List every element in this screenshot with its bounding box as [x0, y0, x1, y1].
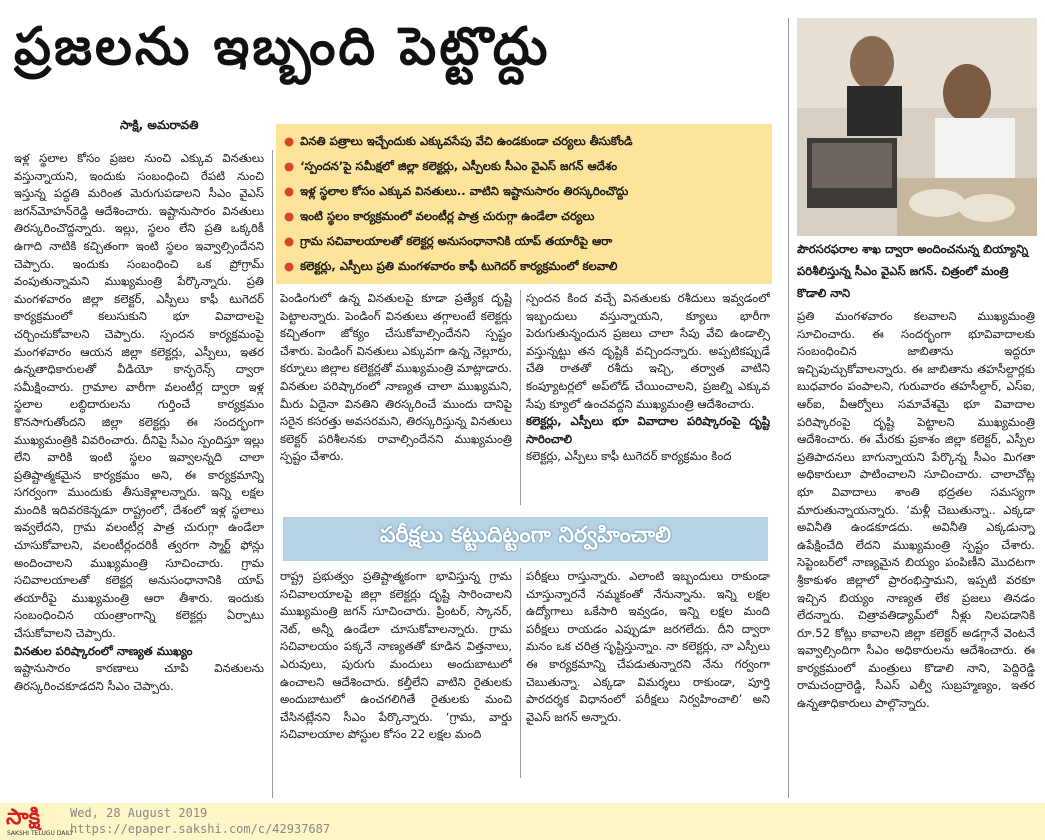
highlight-item: ● ‘స్పందన’పై సమీక్షలో జిల్లా కలెక్టర్లు, ఎస్పీలకు సీఎం వైఎస్ జగన్ ఆదేశం — [284, 159, 618, 173]
bullet-icon: ● — [284, 159, 295, 173]
paragraph: పెండింగులో ఉన్న వినతులపై కూడా ప్రత్యేక దృష్టి పెట్టాలన్నారు. పెండింగ్ వినతులు తగ్గాలంటే కలెక్టర్లు కచ్చితంగా జోక్యం చేసుకోవాల్సిందేనని స్పష్టం చేశారు. పెండింగ్ వినతులు ఎక్కువగా ఉన్న నెల్లూరు, కర్నూలు జిల్లాల కలెక్టర్లతో ముఖ్యమంత్రి మాట్లాడారు. వినతుల పరిష్కారంలో నాణ్యత చాలా ముఖ్యమని, మీరు ఏదైనా వినతిని తిరస్కరించే ముందు దానిపై సరైన కసరత్తు అవసరమని, తిరస్కరిస్తున్న వినతులు కలెక్టర్ పరిశీలనకు రావాల్సిందేనని ముఖ్యమంత్రి స్పష్టం చేశారు. — [280, 291, 512, 464]
article-column-3b — [526, 568, 770, 778]
paragraph: పరీక్షలు రాస్తున్నారు. ఎలాంటి ఇబ్బందులు రాకుండా చూస్తున్నారనే నమ్మకంతో నేనున్నాను. ఇన్ని లక్షల ఉద్యోగాలు ఒకేసారి ఇవ్వడం, ఇన్ని లక్షల మంది పరీక్షలు రాయడం ఎప్పుడూ జరగలేదు. దీని ద్వారా మనం ఒక చరిత్ర సృష్టిస్తున్నాం. నా కలెక్టర్లు, నా ఎస్పీలు ఈ కార్యక్రమాన్ని చేపడుతున్నారని నేను గర్వంగా చెబుతున్నా. ఎక్కడా విమర్శలు రాకుండా, పూర్తి పారదర్శక విధానంలో పరీక్షలు నిర్వహించాలి’ అని వైఎస్ జగన్ అన్నారు. — [526, 569, 770, 724]
bullet-icon: ● — [284, 259, 295, 273]
article-column-1 — [14, 150, 264, 798]
paragraph: రాష్ట్ర ప్రభుత్వం ప్రతిష్టాత్మకంగా భావిస్తున్న గ్రామ సచివాలయాలపై జిల్లా కలెక్టర్లు దృష్టి సారించాలని ముఖ్యమంత్రి జగన్ సూచించారు. ప్రింటర్, స్కానర్, నెట్, అన్నీ ఉండేలా చూసుకోవాలన్నారు. గ్రామ సచివాలయం పక్కనే నాణ్యతతో కూడిన విత్తనాలు, ఎరువులు, పురుగు మందులు అందుబాటులో ఉంచాలని ఆదేశించారు. కల్తీలేని వాటిని రైతులకు అందుబాటులో ఉంచగలిగితే రైతులకు మంచి చేసినట్లేనని సీఎం పేర్కొన్నారు. ‘గ్రామ, వార్డు సచివాలయాల పోస్టుల కోసం 22 లక్షల మంది — [280, 569, 512, 742]
byline: సాక్షి, అమరావతి — [120, 118, 199, 132]
column-divider — [788, 18, 789, 798]
article-column-2b — [280, 568, 512, 778]
highlight-item: ● ఇంటి స్థలం కార్యక్రమంలో వలంటీర్ల పాత్ర చురుగ్గా ఉండేలా చర్యలు — [284, 209, 595, 223]
bullet-icon: ● — [284, 234, 295, 248]
column-divider — [520, 290, 521, 505]
paragraph: ప్రతి మంగళవారం కలవాలని ముఖ్యమంత్రి సూచించారు. ఈ సందర్భంగా భూవివాదాలకు సంబంధించిన జాబితాను ఇద్దరూ ఇచ్చిపుచ్చుకోవాలన్నారు. ఈ జాబితాను తహసీల్దార్లకు బుధవారం పంపాలని, గురువారం తహసీల్దార్, ఎస్ఐ, ఆర్ఐ, వీఆర్వోలు సమావేశమై భూ వివాదాల పరిష్కారంపై దృష్టి పెట్టాలని ముఖ్యమంత్రి ఆదేశించారు. ఈ మేరకు ప్రకాశం జిల్లా కలెక్టర్, ఎస్పీల ప్రతిపాదనలు బాగున్నాయని పేర్కొన్న సీఎం మిగతా అధికారులూ పాటించాలని సూచించారు. చాలాచోట్ల భూ వివాదాలు శాంతి భద్రతల సమస్యగా మారుతున్నాయన్నారు. ‘మళ్లీ చెబుతున్నా.. ఎక్కడా అవినీతి ఉండకూడదు. అవినీతి ఎక్కడున్నా ఉపేక్షించేది లేదని ముఖ్యమంత్రి స్పష్టం చేశారు. సెప్టెంబర్‌లో నాణ్యమైన బియ్యం పంపిణీని మొదటగా శ్రీకాకుళం జిల్లాలో ప్రారంభిస్తామని, ఇప్పటి వరకూ ఇచ్చిన బియ్యం నాణ్యత లేక ప్రజలు తినడం లేదన్నారు. చిత్రావతిడ్యామ్‌లో నీళ్లు నిలపడానికి రూ.52 కోట్లు కావాలని జిల్లా కలెక్టర్ అడగ్గానే వెంటనే ఇవ్వాల్సిందిగా సీఎం అధికారులను ఆదేశించారు. ఈ కార్యక్రమంలో మంత్రులు కొడాలి నాని, పెద్దిరెడ్డి రామచంద్రారెడ్డి, సీఎస్ ఎల్వీ సుబ్రహ్మణ్యం, ఇతర ఉన్నతాధికారులు పాల్గొన్నారు. — [797, 309, 1035, 711]
section-heading-banner — [283, 517, 768, 561]
logo-subtext: SAKSHI TELUGU DAILY — [7, 830, 74, 837]
sakshi-logo[interactable] — [4, 805, 74, 839]
paragraph: ఇష్టానుసారం కారణాలు చూపి వినతులను తిరస్కరించకూడదని సీఎం చెప్పారు. — [14, 661, 264, 693]
section-heading: పరీక్షలు కట్టుదిట్టంగా నిర్వహించాలి — [379, 523, 672, 548]
epaper-link[interactable]: https://epaper.sakshi.com/c/42937687 — [70, 822, 331, 836]
article-photo — [797, 18, 1037, 236]
bullet-icon: ● — [284, 209, 295, 223]
article-column-4 — [797, 308, 1035, 798]
photo-illustration — [797, 18, 1037, 236]
highlights-box — [276, 124, 772, 284]
paragraph: స్పందన కింద వచ్చే వినతులకు రశీదులు ఇవ్వడంలో ఇబ్బందులు వస్తున్నాయని, క్యూలు భారీగా పెరుగుతున్నందున ప్రజలు చాలా సేపు వేచి ఉండాల్సి వస్తున్నట్టు తన దృష్టికి వచ్చిందన్నారు. అప్పటికప్పుడే చేతి రాతతో రశీదు ఇచ్చి, తర్వాత వాటిని కంప్యూటర్లలో అప్‌లోడ్ చేయించాలని, ప్రజల్ని ఎక్కువ సేపు క్యూలో ఉంచవద్దని ముఖ్యమంత్రి ఆదేశించారు. — [526, 291, 770, 411]
paragraph: కలెక్టర్లు, ఎస్పీలు కాఫీ టుగెదర్ కార్యక్రమం కింద — [526, 449, 732, 464]
highlight-item: ● వినతి పత్రాలు ఇచ్చేందుకు ఎక్కువసేపు వేచి ఉండకుండా చర్యలు తీసుకోండి — [284, 134, 633, 148]
bullet-icon: ● — [284, 134, 295, 148]
bullet-icon: ● — [284, 184, 295, 198]
highlight-item: ● ఇళ్ల స్థలాల కోసం ఎక్కువ వినతులు.. వాటిని ఇష్టానుసారం తిరస్కరించొద్దు — [284, 184, 629, 198]
article-column-3 — [526, 290, 770, 505]
paragraph: ఇళ్ల స్థలాల కోసం ప్రజల నుంచి ఎక్కువ వినతులు వస్తున్నాయని, ఇందుకు సంబంధించి రేపటి నుంచి ఇస్తున్న పద్ధతి మరింత మెరుగుపడాలని సీఎం వైఎస్ జగన్‌మోహన్‌రెడ్డి ఆదేశించారు. ఇష్టానుసారం వినతులు తిరస్కరించొద్దన్నారు. ఇల్లు, స్థలం లేని ప్రతి ఒక్కరికీ ఉగాది నాటికి కచ్చితంగా ఇంటి స్థలం ఇవ్వాల్సిందేనని చెప్పారు. ఇందుకు సంబంధించి ఒక ప్రోగ్రామ్ వంపుతున్నామని ముఖ్యమంత్రి పేర్కొన్నారు. ప్రతి మంగళవారం జిల్లా కలెక్టర్, ఎస్పీలు కాఫీ టుగెదర్ కార్యక్రమంలో కలుసుకుని భూ వివాదాలపై చర్చించుకోవాలని చెప్పారు. స్పందన కార్యక్రమంపై మంగళవారం ఆయన జిల్లా కలెక్టర్లు, ఎస్పీలు, ఇతర ఉన్నతాధికారులతో వీడియో కాన్ఫరెన్స్ ద్వారా సమీక్షించారు. గ్రామాల వారీగా వలంటీర్ల ద్వారా ఇళ్ల స్థలాల లబ్ధిదారులను గుర్తించే కార్యక్రమం కొనసాగుతోందని జిల్లా కలెక్టర్లు ఈ సందర్భంగా ముఖ్యమంత్రికి వివరించారు. దీనిపై సీఎం స్పందిస్తూ ఇల్లు లేని వారికి ఇంటి స్థలం ఇవ్వాలన్నది చాలా ప్రతిష్టాత్మకమైన కార్యక్రమం అని, ఈ కార్యక్రమాన్ని సగర్వంగా ముందుకు తీసుకెళ్లాలన్నారు. ఇన్ని లక్షల మందికి ఇదివరకెన్నడూ రాష్ట్రంలో, దేశంలో ఇళ్ల స్థలాలు ఇవ్వలేదని, గ్రామ వలంటీర్ల పాత్ర చురుగ్గా ఉండేలా చూసుకోవాలని, వలంటీర్లందరికీ త్వరగా స్మార్ట్ ఫోన్లు అందించాలని ముఖ్యమంత్రి సూచించారు. గ్రామ సచివాలయాలతో కలెక్టర్ల అనుసంధానానికి యాప్ తయారీపై ముఖ్యమంత్రి ఆరా తీశారు. ఇందుకు సంబంధించిన యంత్రాంగాన్ని కలెక్టర్లు ఏర్పాటు చేసుకోవాలని చెప్పారు. — [14, 151, 264, 641]
logo-text: సాక్షి — [6, 805, 41, 830]
article-column-2 — [280, 290, 512, 505]
photo-caption: పౌరసరఫరాల శాఖ ద్వారా అందించనున్న బియ్యాన్ని పరిశీలిస్తున్న సీఎం వైఎస్ జగన్. చిత్రంలో మంత్రి కొడాలి నాని — [797, 242, 1029, 300]
column-divider — [520, 568, 521, 778]
subheading: వినతుల పరిష్కారంలో నాణ్యత ముఖ్యం — [14, 643, 193, 658]
subheading: కలెక్టర్లు, ఎస్పీలు భూ వివాదాల పరిష్కారంపై దృష్టి సారించాలి — [526, 414, 770, 446]
edition-date: Wed, 28 August 2019 — [70, 806, 208, 820]
column-divider — [272, 150, 273, 798]
highlight-item: ● గ్రామ సచివాలయాలతో కలెక్టర్ల అనుసంధానానికి యాప్ తయారీపై ఆరా — [284, 234, 613, 248]
footer-bar — [0, 803, 1045, 840]
headline: ప్రజలను ఇబ్బంది పెట్టొద్దు — [14, 17, 551, 77]
highlight-item: ● కలెక్టర్లు, ఎస్పీలు ప్రతి మంగళవారం కాఫీ టుగెదర్ కార్యక్రమంలో కలవాలి — [284, 259, 618, 273]
